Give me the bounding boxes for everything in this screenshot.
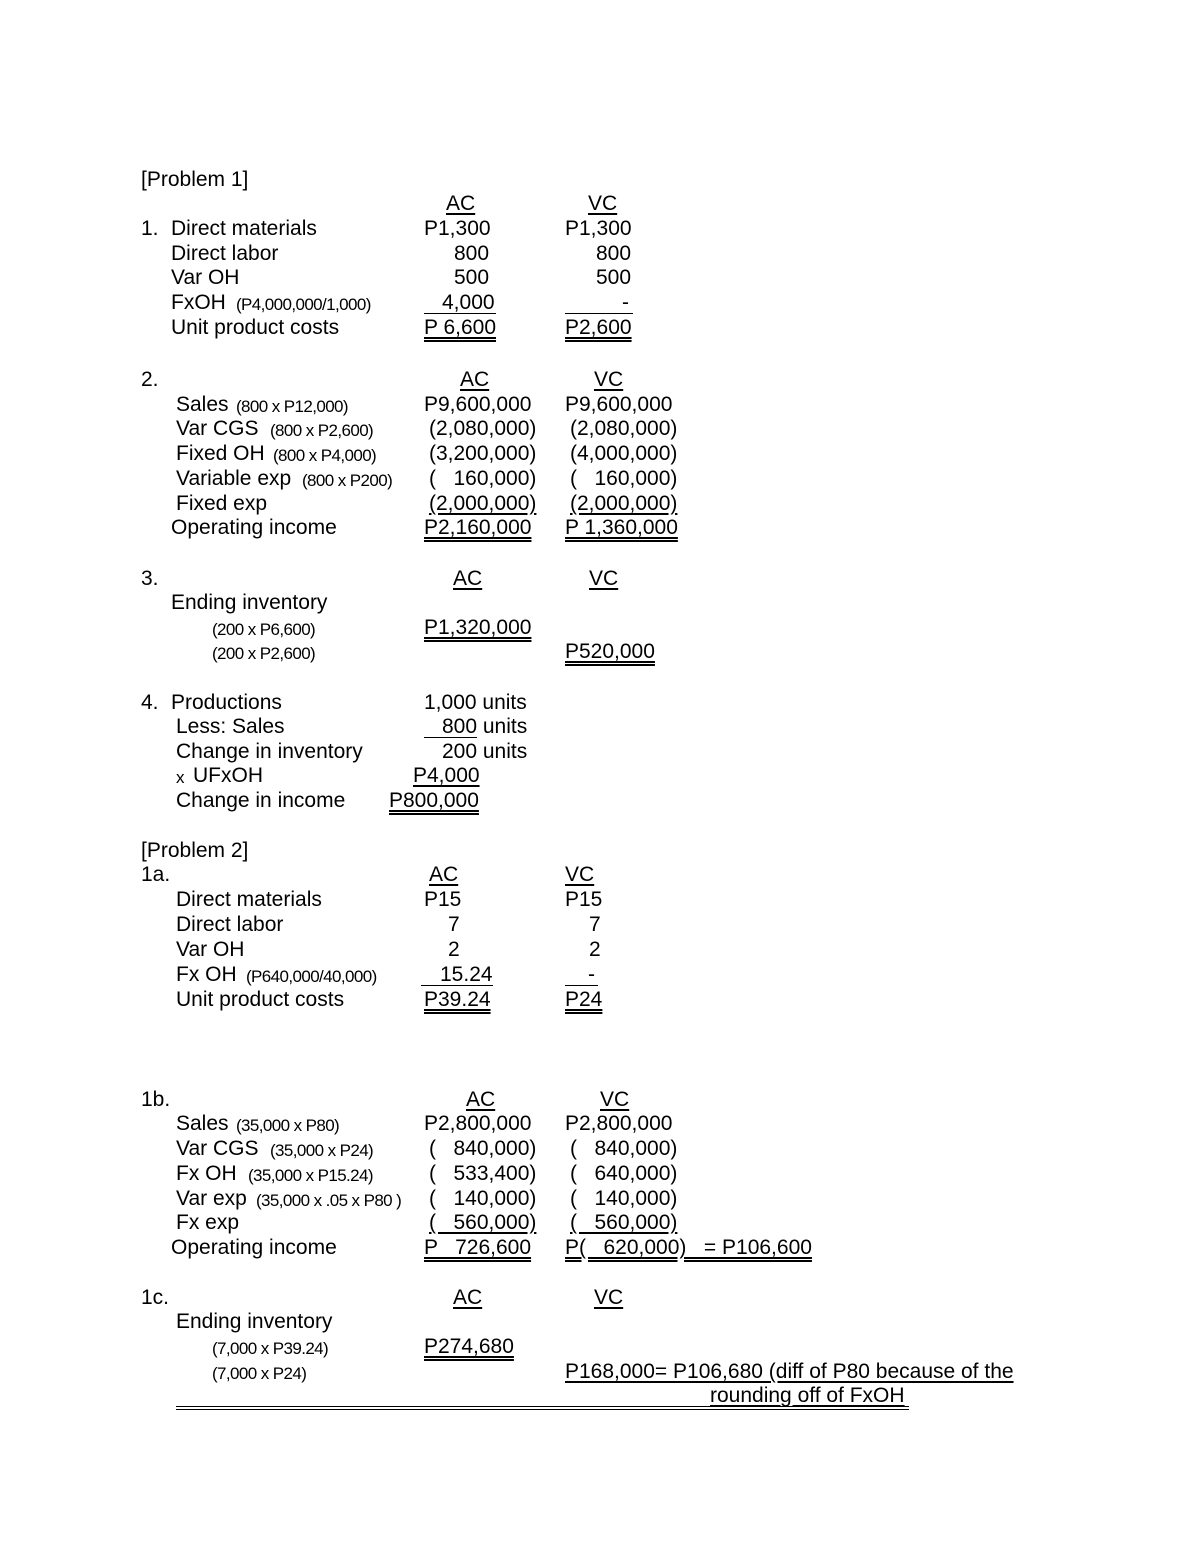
p1-q2-row-ac: P2,160,000 — [424, 516, 532, 539]
p1-q1-row-vc: - — [622, 291, 629, 314]
p2-q1a-row-vc: - — [588, 963, 595, 986]
p1-q2-row-vc: P9,600,000 — [565, 393, 673, 416]
p1-q3-label: Ending inventory — [171, 591, 328, 614]
p2-q1c-note-2: (7,000 x P24) — [212, 1364, 307, 1383]
p1-q3-vc-header: VC — [589, 567, 619, 590]
p2-q1b-row-vc: ( 140,000) — [570, 1187, 678, 1210]
p1-q2-row-vc: ( 160,000) — [570, 467, 678, 490]
p1-q2-row-note: (800 x P4,000) — [273, 446, 377, 465]
p2-q1c-ac-header: AC — [453, 1286, 483, 1309]
p2-q1a-ac-header: AC — [429, 863, 459, 886]
p1-q1-row-label: Direct labor — [171, 242, 279, 265]
p1-q4-value-2-unit: units — [477, 715, 528, 738]
p2-q1b-row-vc: ( 640,000) — [570, 1162, 678, 1185]
p2-q1a-row-ac: 2 — [448, 938, 460, 961]
p1-q1-row-vc: P2,600 — [565, 316, 632, 339]
p1-q3-ac-header: AC — [453, 567, 483, 590]
p2-q1b-row-vc: P2,800,000 — [565, 1112, 673, 1135]
closing-double-rule — [176, 1406, 909, 1410]
p2-q1c-value-2: P168,000= P106,680 (diff of P80 because of the — [565, 1360, 1014, 1383]
p2-q1b-number: 1b. — [141, 1088, 171, 1111]
p2-q1b-row-vc: ( 840,000) — [570, 1137, 678, 1160]
problem-2-title: [Problem 2] — [141, 839, 249, 862]
p1-q1-row-ac: 800 — [454, 242, 490, 265]
p2-q1a-row-ac: P15 — [424, 888, 462, 911]
p1-q4-label-2: Less: Sales — [176, 715, 285, 738]
p2-q1b-vc-header: VC — [600, 1088, 630, 1111]
p2-q1b-row-note: (35,000 x P80) — [236, 1116, 340, 1135]
p2-q1c-note-1: (7,000 x P39.24) — [212, 1339, 329, 1358]
p2-q1b-row-vc: P( 620,000) = P106,600 — [565, 1236, 812, 1259]
p1-q3-note-1: (200 x P6,600) — [212, 620, 316, 639]
p2-q1b-row-label: Fx OH — [176, 1162, 237, 1185]
p2-q1b-ac-header: AC — [466, 1088, 496, 1111]
p1-q3-number: 3. — [141, 567, 159, 590]
p2-q1b-row-vc: ( 560,000) — [570, 1211, 678, 1234]
p2-q1a-row-label: Var OH — [176, 938, 245, 961]
p1-q1-row-ac: P1,300 — [424, 217, 491, 240]
p2-q1a-row-label: Direct labor — [176, 913, 284, 936]
p1-q1-vc-header: VC — [588, 192, 618, 215]
p1-q2-row-label: Variable exp — [176, 467, 292, 490]
p2-q1b-row-ac: P 726,600 — [424, 1236, 532, 1259]
p1-q2-row-ac: P9,600,000 — [424, 393, 532, 416]
p1-q2-row-label: Fixed OH — [176, 442, 265, 465]
p1-q2-row-ac: ( 160,000) — [429, 467, 537, 490]
p2-q1b-row-ac: ( 840,000) — [429, 1137, 537, 1160]
problem-1-title: [Problem 1] — [141, 168, 249, 191]
p1-q1-ac-header: AC — [446, 192, 476, 215]
p2-q1a-row-note: (P640,000/40,000) — [246, 967, 377, 986]
p2-q1b-row-ac: P2,800,000 — [424, 1112, 532, 1135]
p1-q2-row-ac: (3,200,000) — [429, 442, 537, 465]
p2-q1a-row-label: Fx OH — [176, 963, 237, 986]
p1-q2-row-vc: (2,080,000) — [570, 417, 678, 440]
p1-q1-row-ac: 4,000 — [442, 291, 495, 314]
p1-q1-row-vc: P1,300 — [565, 217, 632, 240]
p2-q1b-row-label: Operating income — [171, 1236, 337, 1259]
p2-q1c-label: Ending inventory — [176, 1310, 333, 1333]
p2-q1a-row-label: Direct materials — [176, 888, 322, 911]
p2-q1b-row-label: Sales — [176, 1112, 229, 1135]
p1-q1-row-label: Unit product costs — [171, 316, 340, 339]
p2-q1c-vc-header: VC — [594, 1286, 624, 1309]
p1-q2-row-vc: P 1,360,000 — [565, 516, 678, 539]
p1-q4-value-3: 200 units — [442, 740, 528, 763]
p2-q1a-row-ac: 7 — [448, 913, 460, 936]
p2-q1b-row-ac: ( 140,000) — [429, 1187, 537, 1210]
p2-q1c-value-2-cont: rounding off of FxOH — [710, 1384, 905, 1407]
p2-q1a-row-vc: 2 — [589, 938, 601, 961]
p1-q2-vc-header: VC — [594, 368, 624, 391]
p1-q1-row-label: Direct materials — [171, 217, 317, 240]
p2-q1a-number: 1a. — [141, 863, 171, 886]
p2-q1b-row-note: (35,000 x .05 x P80 ) — [256, 1191, 402, 1210]
p1-q4-value-4: P4,000 — [413, 764, 480, 787]
p1-q1-row-ac: P 6,600 — [424, 316, 497, 339]
p1-q2-row-note: (800 x P2,600) — [270, 421, 374, 440]
p2-q1b-row-label: Fx exp — [176, 1211, 240, 1234]
p1-q2-row-label: Sales — [176, 393, 229, 416]
p1-q1-number: 1. — [141, 217, 159, 240]
p1-q1-row-note: (P4,000,000/1,000) — [236, 295, 371, 314]
p1-q4-number: 4. — [141, 691, 159, 714]
p1-q1-row-ac: 500 — [454, 266, 490, 289]
p1-q4-label-3: Change in inventory — [176, 740, 363, 763]
p1-q3-value-1: P1,320,000 — [424, 616, 532, 639]
p1-q2-row-vc: (4,000,000) — [570, 442, 678, 465]
p1-q2-row-label: Fixed exp — [176, 492, 268, 515]
p1-q4-label-1: Productions — [171, 691, 282, 714]
p2-q1a-row-vc: P24 — [565, 988, 603, 1011]
p2-q1a-row-ac: P39.24 — [424, 988, 491, 1011]
p1-q1-row-vc: 500 — [596, 266, 632, 289]
p1-q1-row-label: FxOH — [171, 291, 226, 314]
p2-q1b-row-ac: ( 560,000) — [429, 1211, 537, 1234]
p1-q1-row-vc: 800 — [596, 242, 632, 265]
p2-q1b-row-label: Var exp — [176, 1187, 247, 1210]
p2-q1c-value-1: P274,680 — [424, 1335, 514, 1358]
p1-q2-row-vc: (2,000,000) — [570, 492, 678, 515]
p1-q2-row-label: Var CGS — [176, 417, 259, 440]
p2-q1a-row-ac: 15.24 — [440, 963, 493, 986]
p1-q4-label-5: Change in income — [176, 789, 346, 812]
p1-q2-row-ac: (2,080,000) — [429, 417, 537, 440]
p2-q1b-row-note: (35,000 x P24) — [270, 1141, 374, 1160]
p1-q3-note-2: (200 x P2,600) — [212, 644, 316, 663]
p2-q1a-row-vc: 7 — [589, 913, 601, 936]
p1-q2-row-note: (800 x P200) — [302, 471, 393, 490]
p1-q2-ac-header: AC — [460, 368, 490, 391]
p2-q1b-row-ac: ( 533,400) — [429, 1162, 537, 1185]
p1-q4-value-1: 1,000 units — [424, 691, 527, 714]
p1-q1-row-label: Var OH — [171, 266, 240, 289]
p1-q2-row-note: (800 x P12,000) — [236, 397, 348, 416]
p1-q4-value-5: P800,000 — [389, 789, 479, 812]
p2-q1a-row-vc: P15 — [565, 888, 603, 911]
p1-q2-number: 2. — [141, 368, 159, 391]
p1-q4-label-4: UFxOH — [193, 764, 263, 787]
p1-q4-times-sign: x — [176, 768, 184, 787]
p2-q1b-row-note: (35,000 x P15.24) — [248, 1166, 373, 1185]
p2-q1c-number: 1c. — [141, 1286, 170, 1309]
p2-q1a-vc-header: VC — [565, 863, 595, 886]
p2-q1a-row-label: Unit product costs — [176, 988, 345, 1011]
p2-q1b-row-label: Var CGS — [176, 1137, 259, 1160]
p1-q3-value-2: P520,000 — [565, 640, 655, 663]
p1-q2-row-label: Operating income — [171, 516, 337, 539]
p1-q2-row-ac: (2,000,000) — [429, 492, 537, 515]
p1-q4-value-2-num: 800 — [442, 715, 478, 738]
